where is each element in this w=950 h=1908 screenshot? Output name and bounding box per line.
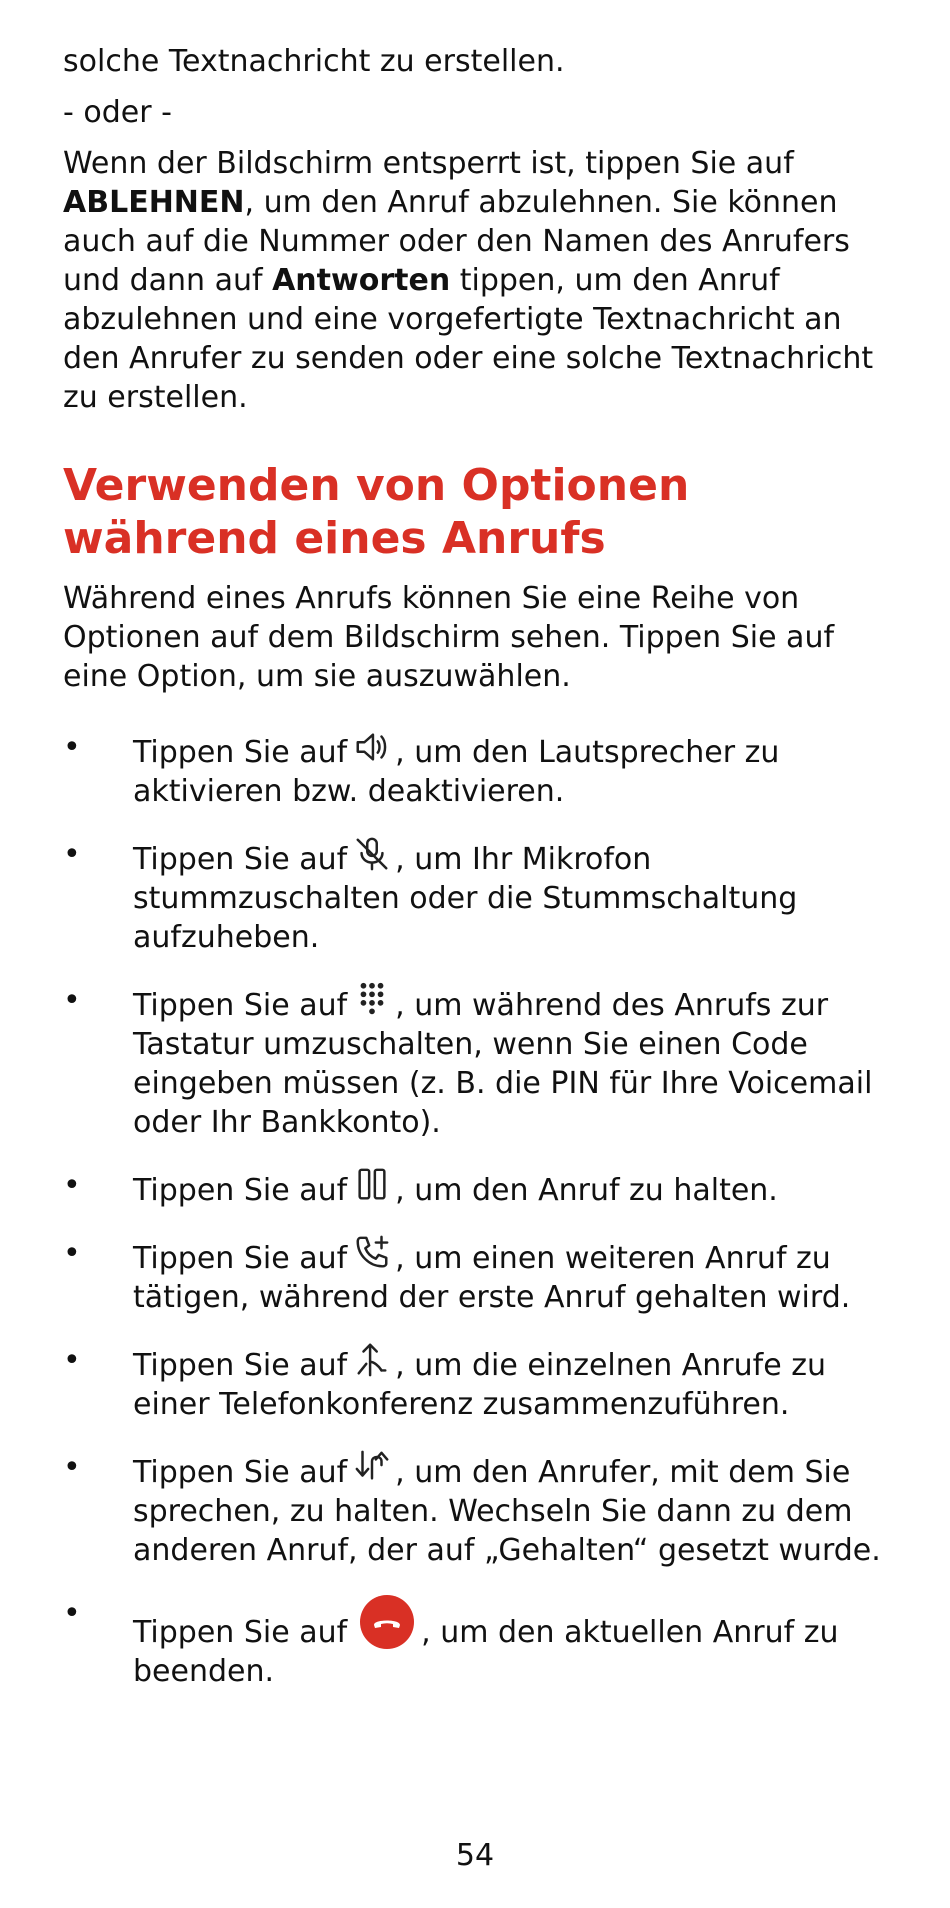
- para-text-2: , um den Anruf abzulehnen. Sie können auch auf die Nummer oder den Namen des Anrufers und dann auf: [63, 185, 850, 298]
- list-item-dialpad: • Tippen Sie auf , um während des Anrufs zur Tastatur umzuschalten, wenn Sie einen Code eingeben müssen (z. B. die PIN für Ihre Voicemail oder Ihr Bankkonto).: [63, 983, 873, 1140]
- list-item-speaker: • Tippen Sie auf , um den Lautsprecher zu aktivieren bzw. deaktivieren.: [63, 730, 780, 809]
- reject-paragraph: [63, 144, 903, 417]
- para-text-3: tippen, um den Anruf abzulehnen und eine vorgefertigte Textnachricht an den Anrufer zu senden oder eine solche Textnachricht zu erstellen.: [63, 263, 874, 415]
- swap-icon: [353, 1448, 391, 1486]
- add-call-icon: [353, 1234, 391, 1272]
- list-item-end-call: • Tippen Sie auf , um den aktuellen Anruf zu beenden.: [63, 1596, 839, 1689]
- ablehnen-term: ABLEHNEN: [63, 185, 245, 220]
- section-heading: Verwenden von Optionen während eines Anrufs: [63, 460, 690, 564]
- para-text-1: Wenn der Bildschirm entsperrt ist, tippen Sie auf: [63, 146, 794, 181]
- list-item-merge: • Tippen Sie auf , um die einzelnen Anrufe zu einer Telefonkonferenz zusammenzuführen.: [63, 1343, 826, 1422]
- dialpad-icon: [353, 981, 391, 1019]
- top-line: solche Textnachricht zu erstellen.: [63, 44, 565, 79]
- mic-off-icon: [353, 835, 391, 873]
- list-item-swap: • Tippen Sie auf , um den Anrufer, mit dem Sie sprechen, zu halten. Wechseln Sie dann zu dem anderen Anruf, der auf „Gehalten“ gesetzt wurde.: [63, 1450, 881, 1568]
- speaker-icon: [353, 728, 391, 766]
- page-content: [63, 42, 903, 1715]
- list-item-mute: • Tippen Sie auf , um Ihr Mikrofon stummzuschalten oder die Stummschaltung aufzuheben.: [63, 837, 798, 955]
- antworten-term: Antworten: [272, 263, 451, 298]
- intro-paragraph: Während eines Anrufs können Sie eine Reihe von Optionen auf dem Bildschirm sehen. Tippen Sie auf eine Option, um sie auszuwählen.: [63, 581, 835, 694]
- merge-icon: [353, 1341, 391, 1379]
- options-list: [63, 728, 903, 1691]
- end-call-icon: [359, 1594, 415, 1650]
- or-line: - oder -: [63, 95, 172, 130]
- page-number: 54: [455, 1838, 495, 1873]
- list-item-hold: • Tippen Sie auf , um den Anruf zu halten.: [63, 1168, 778, 1208]
- pause-icon: [353, 1166, 391, 1204]
- list-item-add-call: • Tippen Sie auf , um einen weiteren Anruf zu tätigen, während der erste Anruf gehalten wird.: [63, 1236, 851, 1315]
